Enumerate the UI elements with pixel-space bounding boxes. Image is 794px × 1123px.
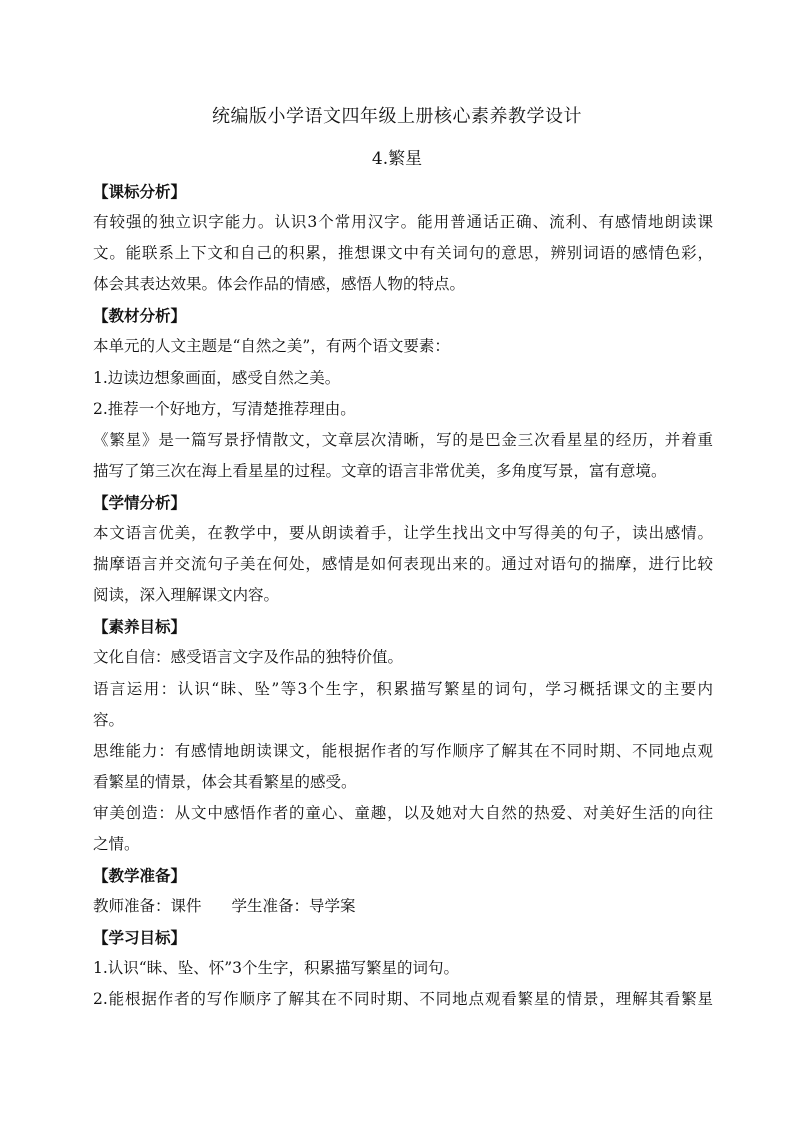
body-text-line: 体会其表达效果。体会作品的情感，感悟人物的特点。 xyxy=(93,275,466,294)
body-text-line: 1.认识“眛、坠、怀”3个生字，积累描写繁星的词句。 xyxy=(93,959,459,978)
section-heading: 【课标分析】 xyxy=(93,182,187,201)
preparation-line xyxy=(93,891,713,922)
body-text-line: 本单元的人文主题是“自然之美”，有两个语文要素： xyxy=(93,337,450,356)
body-text-line: 之情。 xyxy=(93,834,140,853)
document-title: 统编版小学语文四年级上册核心素养教学设计 xyxy=(212,106,582,127)
document-body xyxy=(93,176,713,1016)
section-heading: 【教学准备】 xyxy=(93,866,187,886)
body-text-line: 2.能根据作者的写作顺序了解其在不同时期、不同地点观看繁星的情景，理解其看繁星 xyxy=(93,990,713,1009)
body-text-line: 揣摩语言并交流句子美在何处，感情是如何表现出来的。通过对语句的揣摩，进行比较 xyxy=(93,555,713,574)
teacher-preparation: 教师准备：课件 xyxy=(93,897,202,916)
section-heading: 【教材分析】 xyxy=(93,306,187,326)
body-text-line: 思维能力：有感情地朗读课文，能根据作者的写作顺序了解其在不同时期、不同地点观 xyxy=(93,741,713,760)
body-text-line: 审美创造：从文中感悟作者的童心、童趣，以及她对大自然的热爱、对美好生活的向往 xyxy=(93,803,713,822)
body-text-line: 阅读，深入理解课文内容。 xyxy=(93,586,280,605)
body-text-line: 1.边读边想象画面，感受自然之美。 xyxy=(93,368,341,387)
body-text-line: 语言运用：认识“眛、坠”等3个生字，积累描写繁星的词句，学习概括课文的主要内 xyxy=(93,679,713,698)
body-text-line: 描写了第三次在海上看星星的过程。文章的语言非常优美，多角度写景，富有意境。 xyxy=(93,461,667,480)
section-heading: 【素养目标】 xyxy=(93,617,187,637)
student-preparation: 学生准备：导学案 xyxy=(231,897,356,916)
body-text-line: 《繁星》是一篇写景抒情散文，文章层次清晰，写的是巴金三次看星星的经历，并着重 xyxy=(93,430,713,449)
body-text-line: 看繁星的情景，体会其看繁星的感受。 xyxy=(93,772,357,791)
body-text-line: 容。 xyxy=(93,710,125,729)
section-heading: 【学习目标】 xyxy=(93,928,187,948)
body-text-line: 文化自信：感受语言文字及作品的独特价值。 xyxy=(93,648,404,667)
body-text-line: 2.推荐一个好地方，写清楚推荐理由。 xyxy=(93,399,356,418)
lesson-title: 4.繁星 xyxy=(371,149,423,169)
body-text-line: 有较强的独立识字能力。认识3个常用汉字。能用普通话正确、流利、有感情地朗读课 xyxy=(93,213,713,232)
body-text-line: 本文语言优美，在教学中，要从朗读着手，让学生找出文中写得美的句子，读出感情。 xyxy=(93,524,713,543)
section-heading: 【学情分析】 xyxy=(93,492,187,512)
body-text-line: 文。能联系上下文和自己的积累，推想课文中有关词句的意思，辨别词语的感情色彩， xyxy=(93,244,713,263)
